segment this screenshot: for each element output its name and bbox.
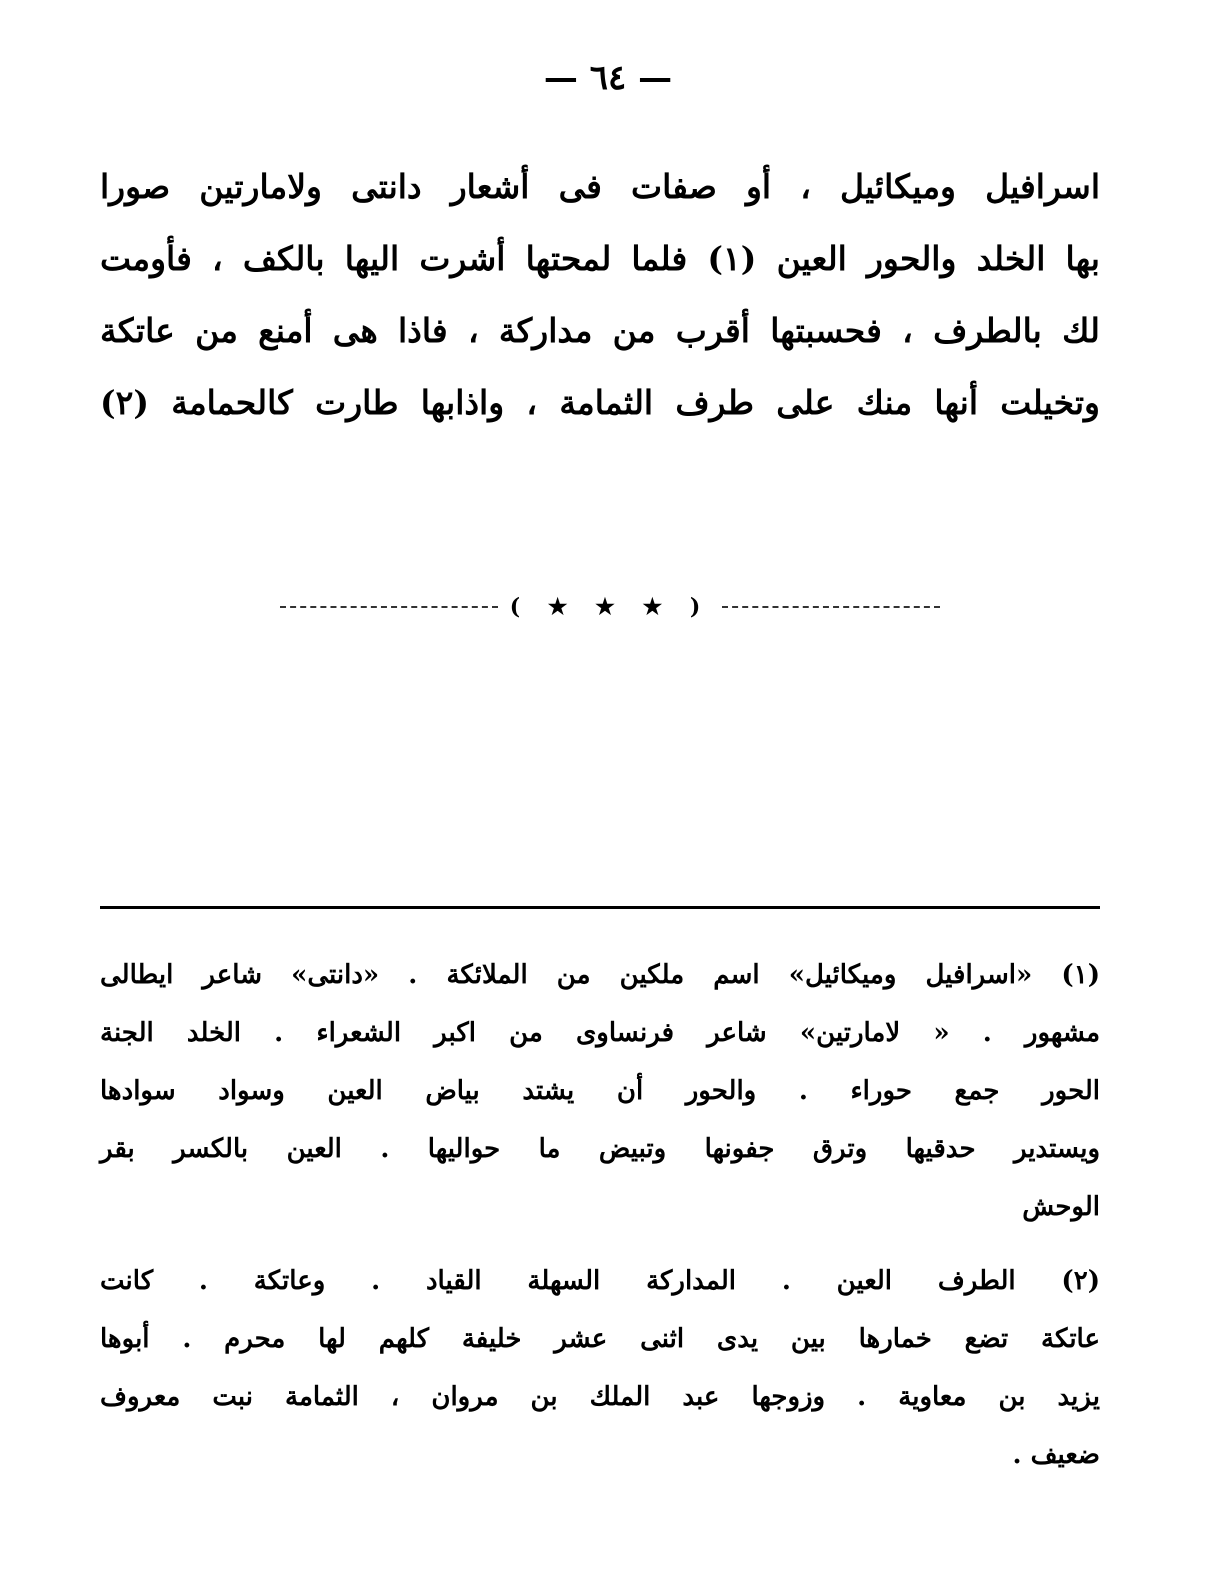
ornament-dash-left	[280, 606, 498, 608]
page-number: — ٦٤ —	[543, 58, 673, 98]
footnote-separator	[100, 906, 1100, 909]
footnote-line: (١) «اسرافيل وميكائيل» اسم ملكين من الملائكة . «دانتى» شاعر ايطالى	[100, 960, 1100, 990]
footnote-line: ضعيف .	[1012, 1440, 1100, 1470]
main-text	[100, 160, 1100, 448]
section-ornament	[280, 592, 940, 622]
ornament-dash-right	[722, 606, 940, 608]
footnote-line: (٢) الطرف العين . المداركة السهلة القياد . وعاتكة . كانت	[100, 1266, 1100, 1296]
footnote-1	[100, 950, 1100, 1240]
ornament-stars: ( ★ ★ ★ )	[509, 594, 711, 620]
footnote-line: يزيد بن معاوية . وزوجها عبد الملك بن مروان ، الثمامة نبت معروف	[100, 1382, 1100, 1412]
text-line: وتخيلت أنها منك على طرف الثمامة ، واذابها طارت كالحمامة (٢)	[100, 383, 1100, 422]
footnote-line: عاتكة تضع خمارها بين يدى اثنى عشر خليفة كلهم لها محرم . أبوها	[100, 1324, 1100, 1354]
footnote-line: الحور جمع حوراء . والحور أن يشتد بياض العين وسواد سوادها	[100, 1076, 1100, 1106]
footnote-2	[100, 1256, 1100, 1488]
text-line: بها الخلد والحور العين (١) فلما لمحتها أشرت اليها بالكف ، فأومت	[100, 239, 1100, 278]
footnote-line: الوحش	[1022, 1192, 1100, 1222]
text-line: لك بالطرف ، فحسبتها أقرب من مداركة ، فاذا هى أمنع من عاتكة	[100, 311, 1100, 350]
footnotes	[100, 950, 1100, 1488]
footnote-line: مشهور . « لامارتين» شاعر فرنساوى من اكبر الشعراء . الخلد الجنة	[100, 1018, 1100, 1048]
footnote-line: ويستدير حدقيها وترق جفونها وتبيض ما حواليها . العين بالكسر بقر	[100, 1134, 1100, 1164]
text-line: اسرافيل وميكائيل ، أو صفات فى أشعار دانتى ولامارتين صورا	[100, 167, 1100, 206]
